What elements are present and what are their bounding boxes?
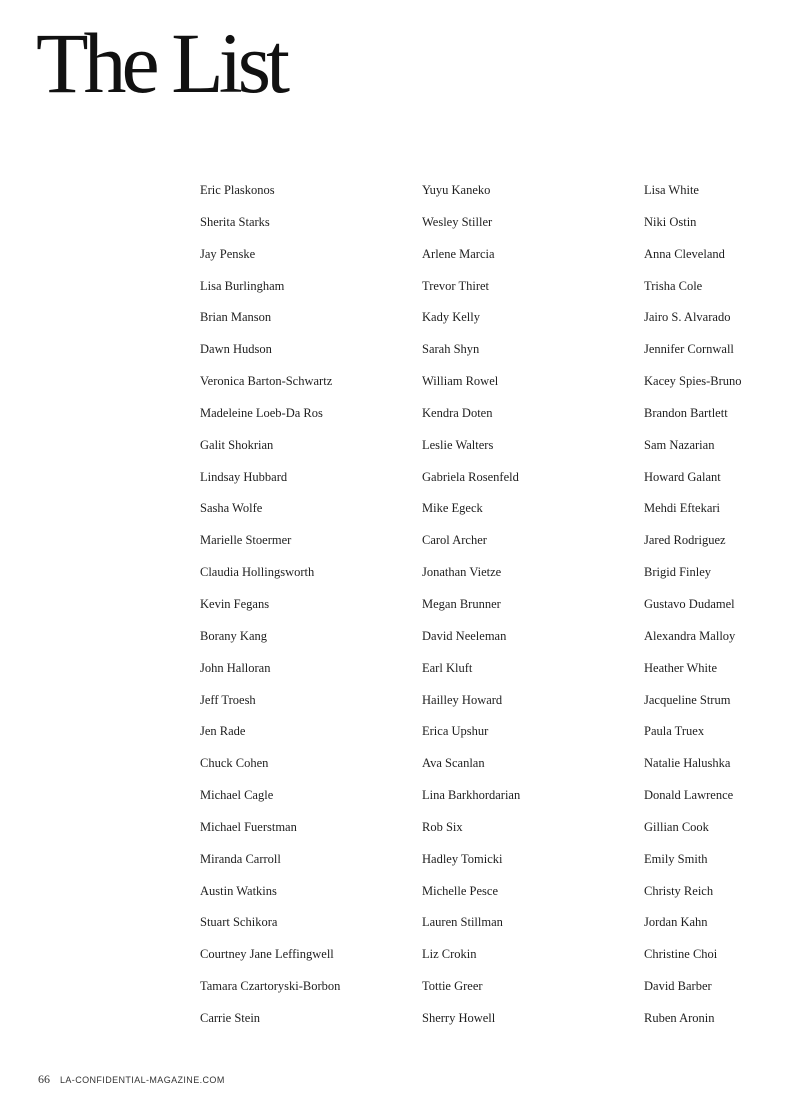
name-item: Megan Brunner [422,596,501,611]
name-item: Sarah Shyn [422,342,480,357]
name-item: Arlene Marcia [422,246,495,261]
name-item: Christine Choi [644,947,718,962]
name-item: Jen Rade [200,724,246,739]
site-url: LA-CONFIDENTIAL-MAGAZINE.COM [60,1075,225,1085]
name-column-1 [200,181,340,1041]
name-item: Hadley Tomicki [422,851,503,866]
name-item: Ruben Aronin [644,1010,715,1025]
name-item: Trisha Cole [644,278,703,293]
name-item: Michael Cagle [200,788,274,803]
name-item: Mehdi Eftekari [644,501,721,516]
name-item: Leslie Walters [422,437,494,452]
name-item: Lindsay Hubbard [200,469,288,484]
name-item: Natalie Halushka [644,756,731,771]
name-item: Carrie Stein [200,1010,261,1025]
name-item: Jonathan Vietze [422,565,502,580]
name-item: Lisa Burlingham [200,278,285,293]
name-item: Stuart Schikora [200,915,278,930]
name-item: Chuck Cohen [200,756,269,771]
name-item: Jordan Kahn [644,915,708,930]
name-item: Earl Kluft [422,660,473,675]
name-item: Jeff Troesh [200,692,256,707]
name-item: Brian Manson [200,310,272,325]
name-item: Lauren Stillman [422,915,503,930]
name-item: Jared Rodriguez [644,533,726,548]
name-item: Kacey Spies-Bruno [644,374,742,389]
name-item: Kendra Doten [422,405,493,420]
name-item: Donald Lawrence [644,788,734,803]
name-item: Erica Upshur [422,724,489,739]
name-item: Galit Shokrian [200,437,274,452]
page-footer [38,1070,225,1088]
name-item: David Barber [644,979,712,994]
name-column-2 [422,181,520,1041]
name-item: Tottie Greer [422,979,483,994]
name-column-3 [644,181,742,1041]
name-item: Veronica Barton-Schwartz [200,374,333,389]
name-item: Michael Fuerstman [200,819,297,834]
name-item: Heather White [644,660,717,675]
name-item: Ava Scanlan [422,756,485,771]
name-item: Eric Plaskonos [200,183,275,197]
name-item: Alexandra Malloy [644,628,736,643]
name-item: Sherita Starks [200,214,270,229]
name-item: Kady Kelly [422,310,480,325]
name-item: Miranda Carroll [200,851,281,866]
name-item: Brigid Finley [644,565,712,580]
name-item: Jay Penske [200,246,256,261]
name-item: Liz Crokin [422,947,477,962]
name-item: Carol Archer [422,533,487,548]
name-item: Hailley Howard [422,692,503,707]
name-item: Anna Cleveland [644,246,725,261]
name-item: Sam Nazarian [644,437,715,452]
name-item: Tamara Czartoryski-Borbon [200,979,341,994]
name-item: Michelle Pesce [422,883,499,898]
name-item: Trevor Thiret [422,278,490,293]
name-item: Gabriela Rosenfeld [422,469,519,484]
name-item: William Rowel [422,374,499,389]
name-item: Niki Ostin [644,214,697,229]
name-item: Wesley Stiller [422,214,493,229]
name-item: Marielle Stoermer [200,533,292,548]
name-item: Kevin Fegans [200,596,270,611]
name-item: Emily Smith [644,851,708,866]
name-item: Paula Truex [644,724,705,739]
name-item: Courtney Jane Leffingwell [200,947,334,962]
name-item: Dawn Hudson [200,342,272,357]
name-item: Madeleine Loeb-Da Ros [200,405,323,420]
name-item: Sherry Howell [422,1010,496,1025]
name-item: Austin Watkins [200,883,277,898]
name-item: Sasha Wolfe [200,501,263,516]
name-item: Jacqueline Strum [644,692,731,707]
name-item: John Halloran [200,660,271,675]
name-item: Jairo S. Alvarado [644,310,731,325]
name-item: Howard Galant [644,469,721,484]
name-item: Christy Reich [644,883,714,898]
name-item: Gustavo Dudamel [644,596,735,611]
page-title: The List [36,15,285,111]
name-item: Lisa White [644,183,699,197]
name-item: Yuyu Kaneko [422,183,491,197]
name-item: Lina Barkhordarian [422,788,521,803]
page-number: 66 [38,1072,50,1086]
name-item: David Neeleman [422,628,507,643]
name-item: Jennifer Cornwall [644,342,734,357]
name-item: Gillian Cook [644,819,709,834]
name-item: Claudia Hollingsworth [200,565,315,580]
name-item: Rob Six [422,819,463,834]
name-item: Brandon Bartlett [644,405,728,420]
name-item: Borany Kang [200,628,267,643]
name-item: Mike Egeck [422,501,483,516]
